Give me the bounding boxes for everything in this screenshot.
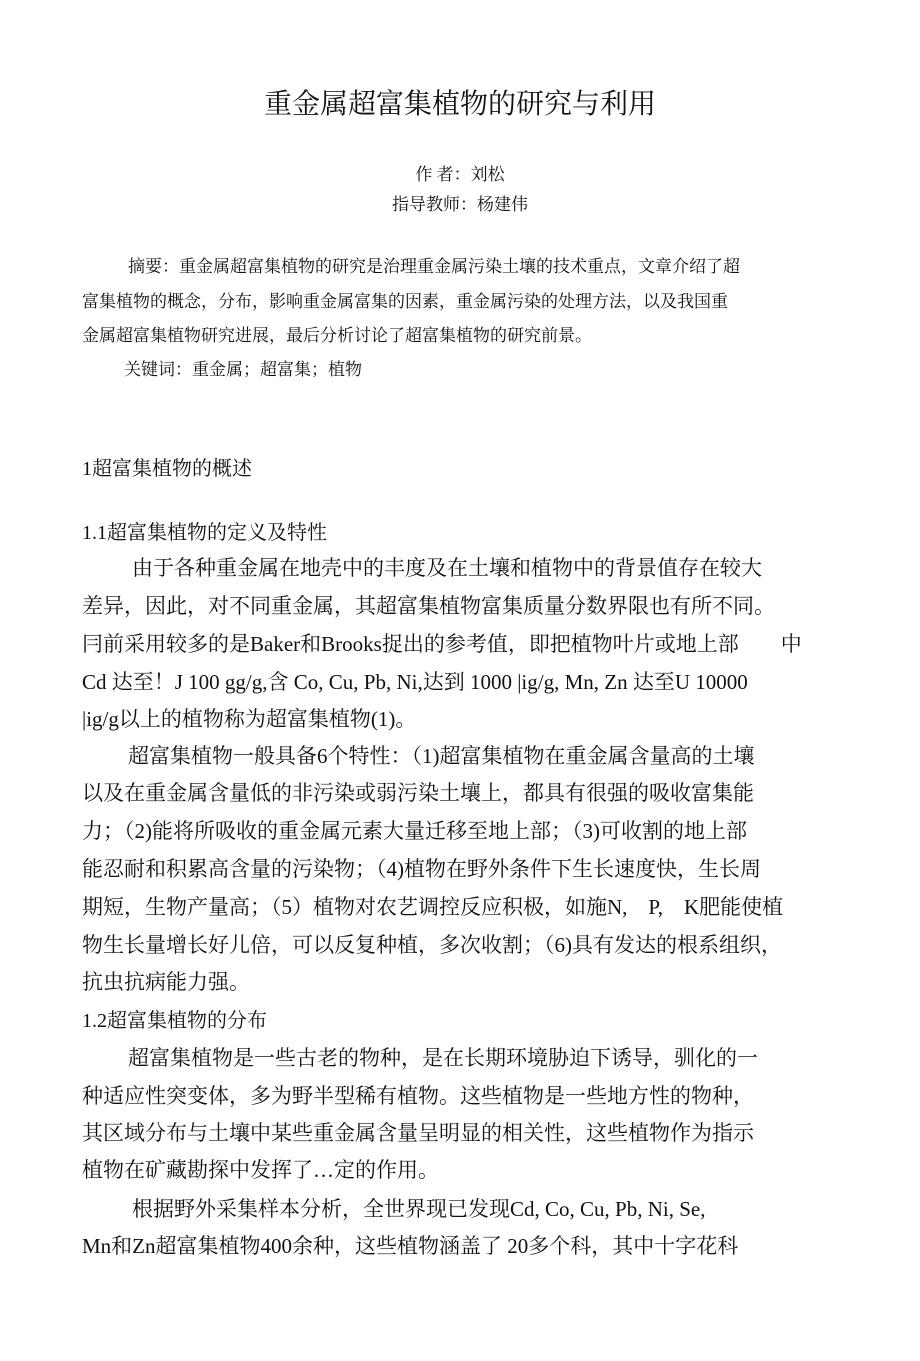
section-heading: 1超富集植物的概述 <box>82 458 252 480</box>
abstract-line: 摘要：重金属超富集植物的研究是治理重金属污染土壤的技术重点，文章介绍了超 <box>128 257 740 276</box>
paragraph-line: 超富集植物是一些古老的物种，是在长期环境胁迫下诱导，驯化的一 <box>128 1046 758 1070</box>
paragraph-line: 物生长量增长好儿倍，可以反复种植，多次收割；（6)具有发达的根系组织， <box>82 933 782 957</box>
section-heading: 1.1超富集植物的定义及特性 <box>82 522 327 544</box>
document-title: 重金属超富集植物的研究与利用 <box>263 89 656 120</box>
paragraph-line: 力；（2)能将所吸收的重金属元素大量迁移至地上部；（3)可收割的地上部 <box>82 819 747 843</box>
paragraph-line: 种适应性突变体，多为野半型稀有植物。这些植物是一些地方性的物种， <box>82 1084 754 1108</box>
paragraph-line: 根据野外采集样本分析，全世界现已发现Cd, Co, Cu, Pb, Ni, Se, <box>132 1197 706 1221</box>
abstract-line: 金属超富集植物研究进展，最后分析讨论了超富集植物的研究前景。 <box>82 326 592 345</box>
paragraph-line: 超富集植物一般具备6个特性：（1)超富集植物在重金属含量高的土壤 <box>128 744 755 768</box>
paragraph-line: 植物在矿藏勘探中发挥了…定的作用。 <box>82 1158 439 1182</box>
advisor: 指导教师：杨建伟 <box>392 195 528 214</box>
paragraph-line: |ig/g以上的植物称为超富集植物(1)。 <box>82 707 417 731</box>
paragraph-line: Mn和Zn超富集植物400余种，这些植物涵盖了 20多个科，其中十字花科 <box>82 1234 739 1258</box>
section-heading: 1.2超富集植物的分布 <box>82 1010 267 1032</box>
paragraph-line: 能忍耐和积累高含量的污染物；（4)植物在野外条件下生长速度快，生长周 <box>82 857 761 881</box>
author: 作 者：刘松 <box>415 165 505 184</box>
paragraph-line: 其区域分布与土壤中某些重金属含量呈明显的相关性，这些植物作为指示 <box>82 1121 754 1145</box>
paragraph-line: 由于各种重金属在地壳中的丰度及在土壤和植物中的背景值存在较大 <box>132 556 762 580</box>
paragraph-line: 以及在重金属含量低的非污染或弱污染土壤上，都具有很强的吸收富集能 <box>82 781 754 805</box>
paragraph-line: 冃前采用较多的是Baker和Brooks捉出的参考值，即把植物叶片或地上部 中 <box>82 632 802 656</box>
paragraph-line: 抗虫抗病能力强。 <box>82 970 250 994</box>
keywords: 关键词：重金属；超富集；植物 <box>124 360 362 379</box>
paragraph-line: Cd 达至！J 100 gg/g,含 Co, Cu, Pb, Ni,达到 1000 |ig/g, Mn, Zn 达至U 10000 <box>82 670 748 694</box>
paragraph-line: 期短，生物产量高；（5）植物对农艺调控反应积极，如施N, P, K肥能使植 <box>82 895 784 919</box>
paragraph-line: 差异，因此，对不同重金属，其超富集植物富集质量分数界限也有所不同。 <box>82 594 775 618</box>
abstract-line: 富集植物的概念，分布，影响重金属富集的因素，重金属污染的处理方法，以及我国重 <box>82 292 728 311</box>
